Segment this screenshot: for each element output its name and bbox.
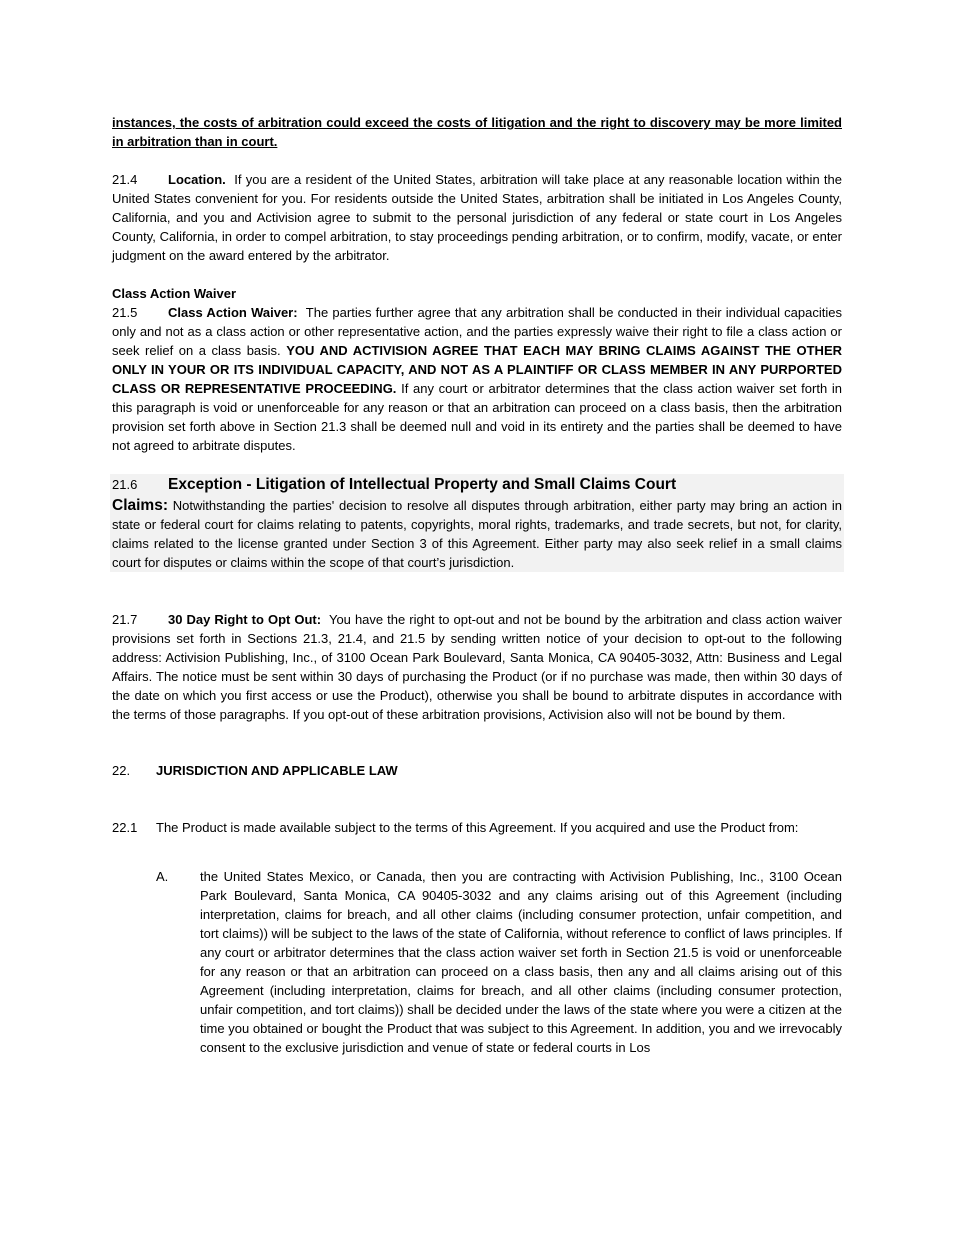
section-number: 22. bbox=[112, 763, 131, 778]
section-22-heading bbox=[112, 761, 842, 780]
section-title: Location. bbox=[168, 172, 226, 187]
section-body-paragraph bbox=[112, 496, 842, 572]
section-22-1-a bbox=[156, 867, 842, 1057]
class-action-waiver-heading: Class Action Waiver bbox=[112, 286, 237, 301]
section-title: JURISDICTION AND APPLICABLE LAW bbox=[156, 763, 398, 778]
section-title: Exception - Litigation of Intellectual Property and Small Claims Court bbox=[168, 476, 677, 493]
section-body: The parties further agree that any arbitration shall be conducted in their individual capacities only and not as a class action or other representative action, and the parties expressly waive their right to file a class action or seek relief on a class basis. bbox=[112, 305, 842, 358]
section-number: 21.6 bbox=[112, 477, 138, 492]
section-22-1 bbox=[112, 818, 842, 837]
section-body: Notwithstanding the parties' decision to resolve all disputes through arbitration, either party may bring an action in state or federal court for claims relating to patents, copyrights, moral rights, trademarks, and trade secrets, but not, for clarity, claims related to the license granted under Section 3 of this Agreement. Either party may also seek relief in a small claims court for disputes or claims within the scope of that court’s jurisdiction. bbox=[112, 498, 842, 570]
intro-paragraph: instances, the costs of arbitration could exceed the costs of litigation and the right to discovery may be more limited in arbitration than in court. bbox=[112, 115, 842, 149]
section-body: You have the right to opt-out and not be bound by the arbitration and class action waiver provisions set forth in Sections 21.3, 21.4, and 21.5 by sending written notice of your decision to opt-out to the following address: Activision Publishing, Inc., of 3100 Ocean Park Boulevard, Santa Monica, CA 90405-3032, Attn: Business and Legal Affairs. The notice must be sent within 30 days of purchasing the Product (or if no purchase was made, then within 30 days of the date on which you first access or use the Product), otherwise you shall be bound to arbitrate disputes in accordance with the terms of those paragraphs. If you opt-out of these arbitration provisions, Activision also will not be bound by them. bbox=[112, 612, 842, 722]
claims-label: Claims: bbox=[112, 497, 168, 514]
section-body: If you are a resident of the United States, arbitration will take place at any reasonable location within the United States convenient for you. For residents outside the United States, arbitration shall be initiated in Los Angeles County, California, and you and Activision agree to submit to the personal jurisdiction of any federal or state court in Los Angeles County, California, in order to compel arbitration, to stay proceedings pending arbitration, or to confirm, modify, vacate, or enter judgment on the award entered by the arbitrator. bbox=[112, 172, 842, 263]
section-number: 21.5 bbox=[112, 305, 138, 320]
section-bold-clause: YOU AND ACTIVISION AGREE THAT EACH MAY BRING CLAIMS AGAINST THE OTHER ONLY IN YOUR OR ITS INDIVIDUAL CAPACITY, AND NOT AS A PLAINTIFF OR CLASS MEMBER IN ANY PURPORTED CLASS OR REPRESENTATIVE PROCEEDING. bbox=[112, 343, 842, 396]
section-number: 21.4 bbox=[112, 172, 138, 187]
item-label: A. bbox=[156, 869, 169, 884]
item-body: the United States Mexico, or Canada, then you are contracting with Activision Publishing, Inc., 3100 Ocean Park Boulevard, Santa Monica, CA 90405-3032 and any claims arising out of this Agreement (including interpretation, claims for breach, and all other claims (including consumer protection, unfair competition, and tort claims)) will be subject to the laws of the state of California, without reference to conflict of laws principles. If any court or arbitrator determines that the class action waiver set forth in Section 21.5 is void or unenforceable for any reason or that an arbitration can proceed on a class basis, then any and all claims arising out of this Agreement (including interpretation, claims for breach, and all other claims (including consumer protection, unfair competition, and tort claims)) shall be decided under the laws of the state where you were a citizen at the time you obtained or bought the Product that was subject to this Agreement. In addition, you and we irrevocably consent to the exclusive jurisdiction and venue of state or federal courts in Los bbox=[200, 869, 842, 1055]
section-number: 21.7 bbox=[112, 612, 138, 627]
section-body: The Product is made available subject to the terms of this Agreement. If you acquired and use the Product from: bbox=[156, 820, 799, 835]
section-heading-line bbox=[112, 474, 842, 496]
section-title: Class Action Waiver: bbox=[168, 305, 298, 320]
section-21-4 bbox=[112, 170, 842, 265]
section-21-5 bbox=[112, 303, 842, 455]
section-title: 30 Day Right to Opt Out: bbox=[168, 612, 322, 627]
section-body-continued: If any court or arbitrator determines that the class action waiver set forth in this paragraph is void or unenforceable for any reason or that an arbitration can proceed on a class basis, then the arbitration provision set forth above in Section 21.3 shall be deemed null and void in its entirety and the parties shall be deemed to have not agreed to arbitrate disputes. bbox=[112, 381, 842, 453]
section-21-6 bbox=[110, 474, 844, 572]
section-number: 22.1 bbox=[112, 820, 138, 835]
section-21-7 bbox=[112, 610, 842, 724]
document-page bbox=[112, 113, 842, 1057]
